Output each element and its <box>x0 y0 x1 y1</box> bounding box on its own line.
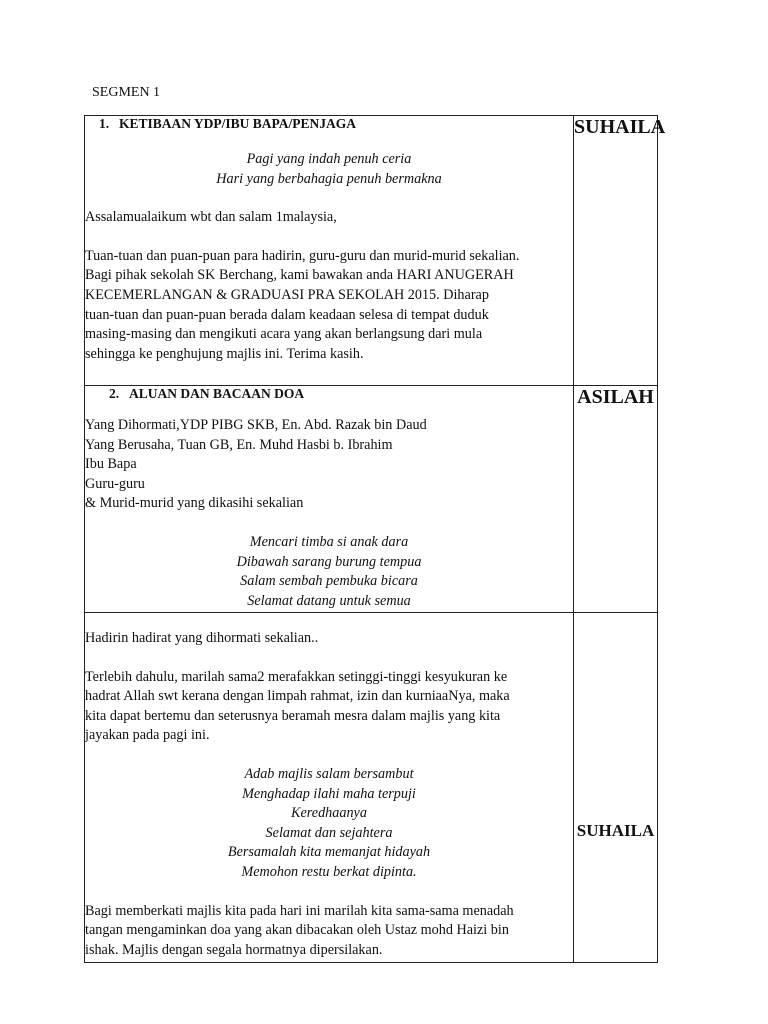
verse-line: Menghadap ilahi maha terpuji <box>242 785 416 802</box>
address-line: & Murid-murid yang dikasihi sekalian <box>85 495 304 512</box>
verse-line: Selamat datang untuk semua <box>247 592 411 609</box>
verse-line: Memohon restu berkat dipinta. <box>241 863 417 880</box>
paragraph-line: sehingga ke penghujung majlis ini. Terima kasih. <box>85 345 364 362</box>
paragraph-line: Bagi pihak sekolah SK Berchang, kami bawakan anda HARI ANUGERAH <box>85 267 514 284</box>
row-1-text-cell <box>85 116 574 386</box>
row-2-address <box>85 416 573 514</box>
row-1-heading-number: 1. <box>99 116 110 131</box>
verse-line: Pagi yang indah penuh ceria <box>246 151 412 167</box>
address-line: Guru-guru <box>85 475 145 492</box>
row-1-paragraph <box>85 247 573 365</box>
paragraph-line: KECEMERLANGAN & GRADUASI PRA SEKOLAH 2015. Diharap <box>85 286 489 303</box>
row-2-verse <box>85 533 573 611</box>
segment-label: SEGMEN 1 <box>92 85 161 100</box>
paragraph-line: Tuan-tuan dan puan-puan para hadirin, guru-guru dan murid-murid sekalian. <box>85 247 520 264</box>
verse-line: Mencari timba si anak dara <box>249 533 409 550</box>
paragraph-line: hadrat Allah swt kerana dengan limpah rahmat, izin dan kurniaaNya, maka <box>85 688 510 705</box>
paragraph-line: tuan-tuan dan puan-puan berada dalam keadaan selesa di tempat duduk <box>85 306 489 323</box>
row-2-heading <box>103 386 573 402</box>
paragraph-line: kita dapat bertemu dan seterusnya beramah mesra dalam majlis yang kita <box>85 707 501 724</box>
row-3-opening: Hadirin hadirat yang dihormati sekalian.. <box>85 630 319 646</box>
closing-line: tangan mengaminkan doa yang akan dibacakan oleh Ustaz mohd Haizi bin <box>85 922 509 939</box>
script-row-1 <box>85 116 658 386</box>
paragraph-line: masing-masing dan mengikuti acara yang akan berlangsung dari mula <box>85 326 483 343</box>
closing-line: Bagi memberkati majlis kita pada hari ini marilah kita sama-sama menadah <box>85 902 514 919</box>
script-row-3 <box>85 613 658 963</box>
row-3-speaker: SUHAILA <box>574 613 658 963</box>
verse-line: Adab majlis salam bersambut <box>244 765 414 782</box>
paragraph-line: Terlebih dahulu, marilah sama2 merafakkan setinggi-tinggi kesyukuran ke <box>85 668 508 685</box>
row-1-verse <box>85 150 573 189</box>
verse-line: Salam sembah pembuka bicara <box>240 573 418 590</box>
row-3-verse <box>85 765 573 883</box>
address-line: Ibu Bapa <box>85 456 137 473</box>
address-line: Yang Dihormati,YDP PIBG SKB, En. Abd. Razak bin Daud <box>85 417 427 433</box>
verse-line: Bersamalah kita memanjat hidayah <box>227 844 431 861</box>
row-1-heading-text: KETIBAAN YDP/IBU BAPA/PENJAGA <box>119 116 357 131</box>
row-1-speaker: SUHAILA <box>574 116 658 386</box>
script-table <box>84 115 666 963</box>
address-line: Yang Berusaha, Tuan GB, En. Muhd Hasbi b. Ibrahim <box>85 436 393 453</box>
row-1-greeting: Assalamualaikum wbt dan salam 1malaysia, <box>85 209 337 226</box>
row-3-text-cell <box>85 613 574 963</box>
row-2-heading-text: ALUAN DAN BACAAN DOA <box>129 386 305 401</box>
row-2-speaker: ASILAH <box>574 386 658 613</box>
row-2-heading-number: 2. <box>109 386 120 401</box>
verse-line: Dibawah sarang burung tempua <box>236 553 422 570</box>
row-3-closing <box>85 902 573 961</box>
row-3-paragraph <box>85 668 573 746</box>
row-1-heading <box>93 116 573 132</box>
verse-line: Selamat dan sejahtera <box>265 824 393 841</box>
verse-line: Hari yang berbahagia penuh bermakna <box>216 170 442 187</box>
verse-line: Keredhaanya <box>291 805 367 822</box>
closing-line: ishak. Majlis dengan segala hormatnya dipersilakan. <box>85 941 383 958</box>
script-row-2 <box>85 386 658 613</box>
paragraph-line: jayakan pada pagi ini. <box>85 727 210 744</box>
row-2-text-cell <box>85 386 574 613</box>
